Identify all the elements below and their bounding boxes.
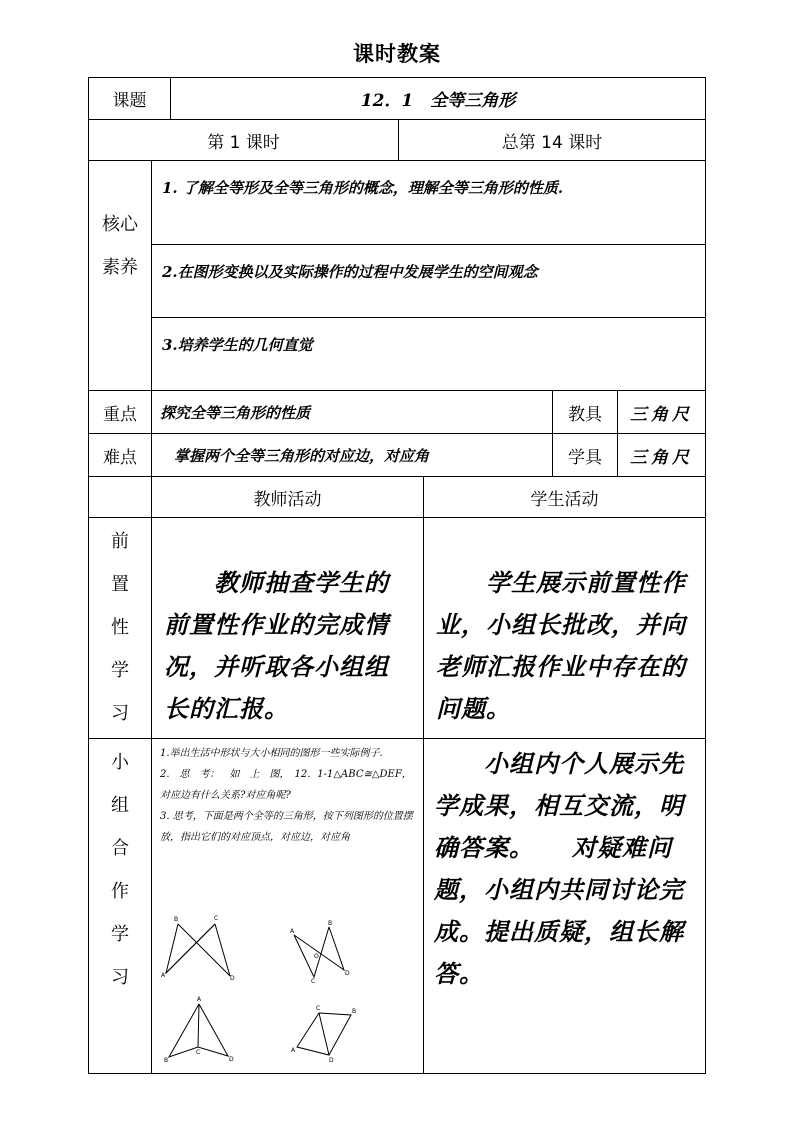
figure-1-triangle-right [178,924,230,976]
group-label-char: 习 [111,967,129,988]
prestudy-student-text: 学生展示前置性作业，小组长批改，并向老师汇报作业中存在的问题。 [423,517,706,739]
prestudy-label-char: 性 [111,617,129,638]
core-item-2: 2.在图形变换以及实际操作的过程中发展学生的空间观念 [151,244,706,318]
page-title: 课时教案 [353,42,441,66]
core-label-line2: 素养 [102,257,138,278]
figure-label: D [229,1056,234,1063]
core-item-3: 3.培养学生的几何直觉 [151,317,706,391]
teaching-tool-value: 三角尺 [617,390,706,434]
core-label-line1: 核心 [102,214,138,235]
figure-label: A [291,1047,296,1054]
figure-4-diagonal [319,1013,329,1055]
learning-tool-value: 三角尺 [617,433,706,477]
prestudy-teacher-text: 教师抽查学生的前置性作业的完成情况，并听取各小组组长的汇报。 [151,517,424,739]
learning-tool-label: 学具 [552,433,618,477]
figure-2-triangle-right [294,927,344,970]
group-teacher-line-2: 2. 思 考： 如 上 图， 12．1-1△ABC≅△DEF，对应边有什么关系?对应角呢? [160,769,412,801]
lesson-number: 第 1 课时 [88,119,399,161]
teaching-tool-label: 教具 [552,390,618,434]
figure-1-cross-line [166,924,215,973]
topic-value: 12．1 全等三角形 [170,77,706,120]
core-item-1: 1. 了解全等形及全等三角形的概念，理解全等三角形的性质. [151,160,706,245]
prestudy-label-char: 学 [111,660,129,681]
figure-label: C [316,1005,321,1012]
teacher-activity-header: 教师活动 [151,476,424,518]
core-label [88,160,152,391]
group-teacher-line-3: 3. 思考，下面是两个全等的三角形，按下列图形的位置摆放，指出它们的对应顶点，对应边，对应角 [160,811,413,843]
prestudy-label [88,517,152,739]
key-label: 重点 [88,390,152,434]
figure-label: C [214,915,219,922]
figure-label: A [290,928,295,935]
topic-label: 课题 [88,77,171,120]
group-label-char: 合 [111,838,129,859]
group-label-char: 学 [111,924,129,945]
figure-label: D [345,970,350,977]
group-teacher-line-1: 1.举出生活中形状与大小相同的图形一些实际例子. [160,748,383,759]
figure-label: B [328,920,333,927]
figure-label: D [230,975,235,982]
prestudy-label-char: 前 [111,531,129,552]
figure-label: A [161,972,166,979]
activity-header-blank [88,476,152,518]
group-label [88,738,152,1074]
triangle-figures [151,905,424,1074]
figure-label: C [311,978,316,985]
group-label-char: 小 [111,752,129,773]
lesson-total: 总第 14 课时 [398,119,706,161]
difficulty-label: 难点 [88,433,152,477]
group-student-text: 小组内个人展示先学成果，相互交流，明确答案。 对疑难问题，小组内共同讨论完成。提出质疑，组长解答。 [423,738,706,1074]
figure-2-triangle-left [294,927,329,977]
figure-3-center-line [198,1004,199,1047]
group-label-char: 组 [111,795,129,816]
student-activity-header: 学生活动 [423,476,706,518]
figure-label: B [174,916,179,923]
key-value: 探究全等三角形的性质 [151,390,553,434]
figure-label: C [196,1049,201,1056]
prestudy-label-char: 置 [111,574,129,595]
figure-label: B [352,1008,357,1015]
figure-label: D [329,1057,334,1064]
figure-label: O [314,953,319,960]
prestudy-label-char: 习 [111,703,129,724]
difficulty-value: 掌握两个全等三角形的对应边，对应角 [151,433,553,477]
group-label-char: 作 [111,881,129,902]
figure-label: B [164,1057,169,1064]
figure-label: A [197,996,202,1003]
